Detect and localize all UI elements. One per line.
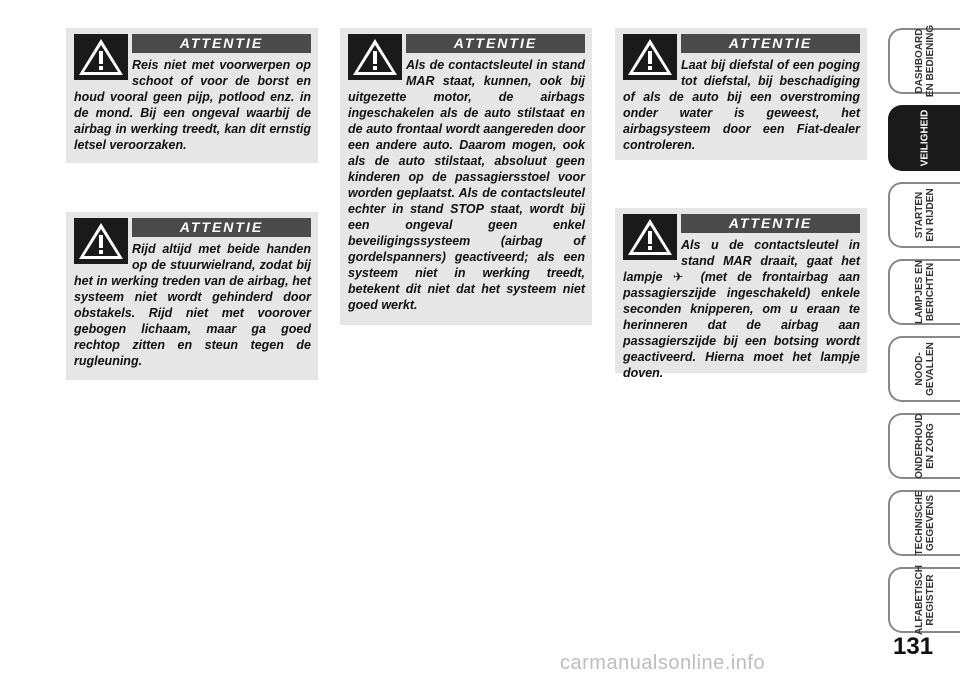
tab-starten[interactable]: STARTEN EN RIJDEN <box>888 182 960 248</box>
warning-box-3 <box>340 28 592 325</box>
tab-technische[interactable]: TECHNISCHE GEGEVENS <box>888 490 960 556</box>
warning-triangle-icon <box>623 34 677 80</box>
warning-text-5: Als u de contactsleutel in stand MAR draait, gaat het lampje ✈ (met de frontairbag aan passagierszijde ingeschakeld) enkele seconden knipperen, om u eraan te herinneren dat de airbag aan passagierszijde bij een botsing wordt geactiveerd. Hierna moet het lampje doven. <box>623 238 860 380</box>
section-tabs <box>888 24 960 644</box>
tab-dashboard[interactable]: DASHBOARD EN BEDIENING <box>888 28 960 94</box>
warning-triangle-icon <box>348 34 402 80</box>
warning-text-2: Rijd altijd met beide handen op de stuurwielrand, zodat bij het in werking treden van de airbag, het systeem niet wordt gehinderd door obstakels. Rijd niet met voorover gebogen lichaam, maar ga goed rechtop zitten en steun tegen de rugleuning. <box>74 242 311 368</box>
page-number: 131 <box>893 633 934 660</box>
warning-box-2 <box>66 212 318 380</box>
tab-alfabetisch[interactable]: ALFABETISCH REGISTER <box>888 567 960 633</box>
tab-onderhoud[interactable]: ONDERHOUD EN ZORG <box>888 413 960 479</box>
attention-label: ATTENTIE <box>681 34 860 53</box>
warning-text-3: Als de contactsleutel in stand MAR staat, kunnen, ook bij uitgezette motor, de airbags ingeschakelen als de auto stilstaat en de auto frontaal wordt aangereden door een andere auto. Daarom mogen, ook als de auto stilstaat, absoluut geen kinderen op de passagiersstoel voor worden geplaatst. Als de contactsleutel echter in stand STOP staat, wordt bij een ongeval geen enkel beveiligingssysteem (airbag of gordelspanners) geactiveerd; als een systeem niet in werking treedt, betekent dit niet dat het systeem niet goed werkt. <box>348 58 585 312</box>
warning-box-1 <box>66 28 318 163</box>
tab-noodgevallen[interactable]: NOOD- GEVALLEN <box>888 336 960 402</box>
warning-triangle-icon <box>623 214 677 260</box>
attention-label: ATTENTIE <box>406 34 585 53</box>
attention-label: ATTENTIE <box>132 34 311 53</box>
attention-label: ATTENTIE <box>132 218 311 237</box>
warning-triangle-icon <box>74 34 128 80</box>
warning-box-4 <box>615 28 867 160</box>
warning-box-5 <box>615 208 867 380</box>
tab-lampjes[interactable]: LAMPJES EN BERICHTEN <box>888 259 960 325</box>
watermark: carmanualsonline.info <box>560 652 766 674</box>
attention-label: ATTENTIE <box>681 214 860 233</box>
warning-text-4: Laat bij diefstal of een poging tot diefstal, bij beschadiging of als de auto bij een overstroming onder water is geweest, het airbagsysteem door een Fiat-dealer controleren. <box>623 58 860 152</box>
tab-veiligheid[interactable]: VEILIGHEID <box>888 105 960 171</box>
warning-text-1: Reis niet met voorwerpen op schoot of voor de borst en houd vooral geen pijp, potlood enz. in de mond. Bij een ongeval waarbij de airbag in werking treedt, kan dit ernstig letsel veroorzaken. <box>74 58 311 152</box>
warning-triangle-icon <box>74 218 128 264</box>
airbag-indicator-icon: ✈ <box>672 270 691 284</box>
